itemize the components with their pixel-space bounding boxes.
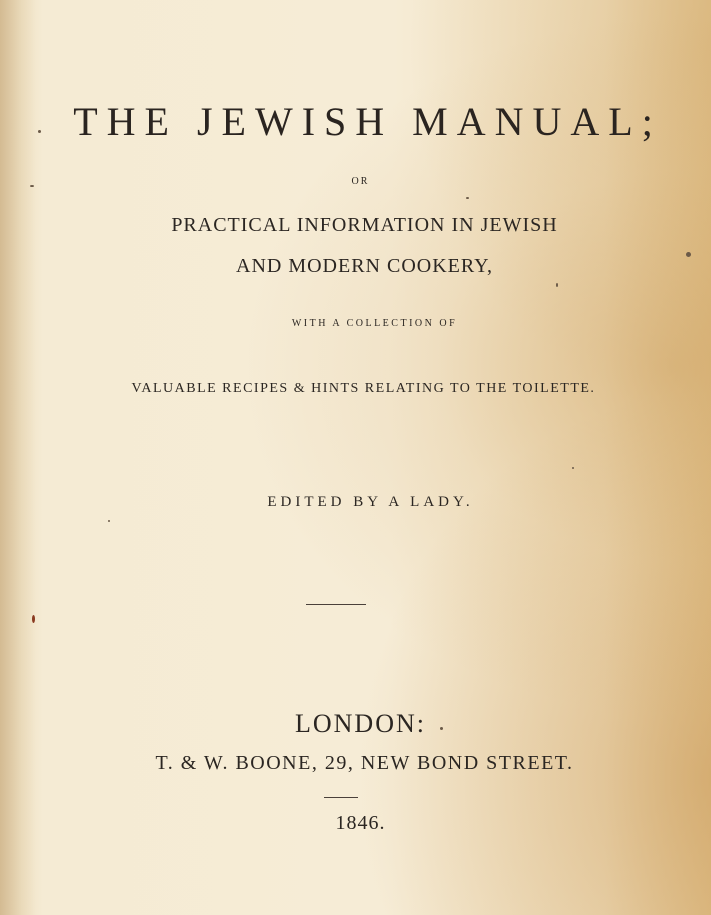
publication-city: LONDON: (295, 709, 426, 738)
edited-by-line: EDITED BY A LADY. (267, 494, 474, 510)
paper-speck (572, 467, 574, 469)
paper-speck (30, 185, 34, 187)
with-collection-line: WITH A COLLECTION OF (291, 318, 458, 329)
or-connector: OR (351, 176, 370, 187)
subtitle-line-1: PRACTICAL INFORMATION IN JEWISH (171, 214, 558, 236)
publisher-line: T. & W. BOONE, 29, NEW BOND STREET. (155, 752, 574, 774)
paper-speck (686, 252, 691, 257)
paper-speck (466, 197, 469, 199)
short-rule (324, 797, 358, 798)
paper-speck (32, 615, 35, 623)
paper-speck (440, 727, 443, 730)
publication-year: 1846. (335, 812, 386, 834)
paper-speck (556, 283, 558, 287)
paper-speck (108, 520, 110, 522)
ornamental-rule (306, 604, 366, 605)
recipes-hints-line: VALUABLE RECIPES & HINTS RELATING TO THE TOILETTE. (131, 381, 596, 396)
book-title: THE JEWISH MANUAL; (73, 99, 662, 144)
subtitle-line-2: AND MODERN COOKERY, (236, 255, 493, 277)
paper-speck (38, 130, 41, 133)
